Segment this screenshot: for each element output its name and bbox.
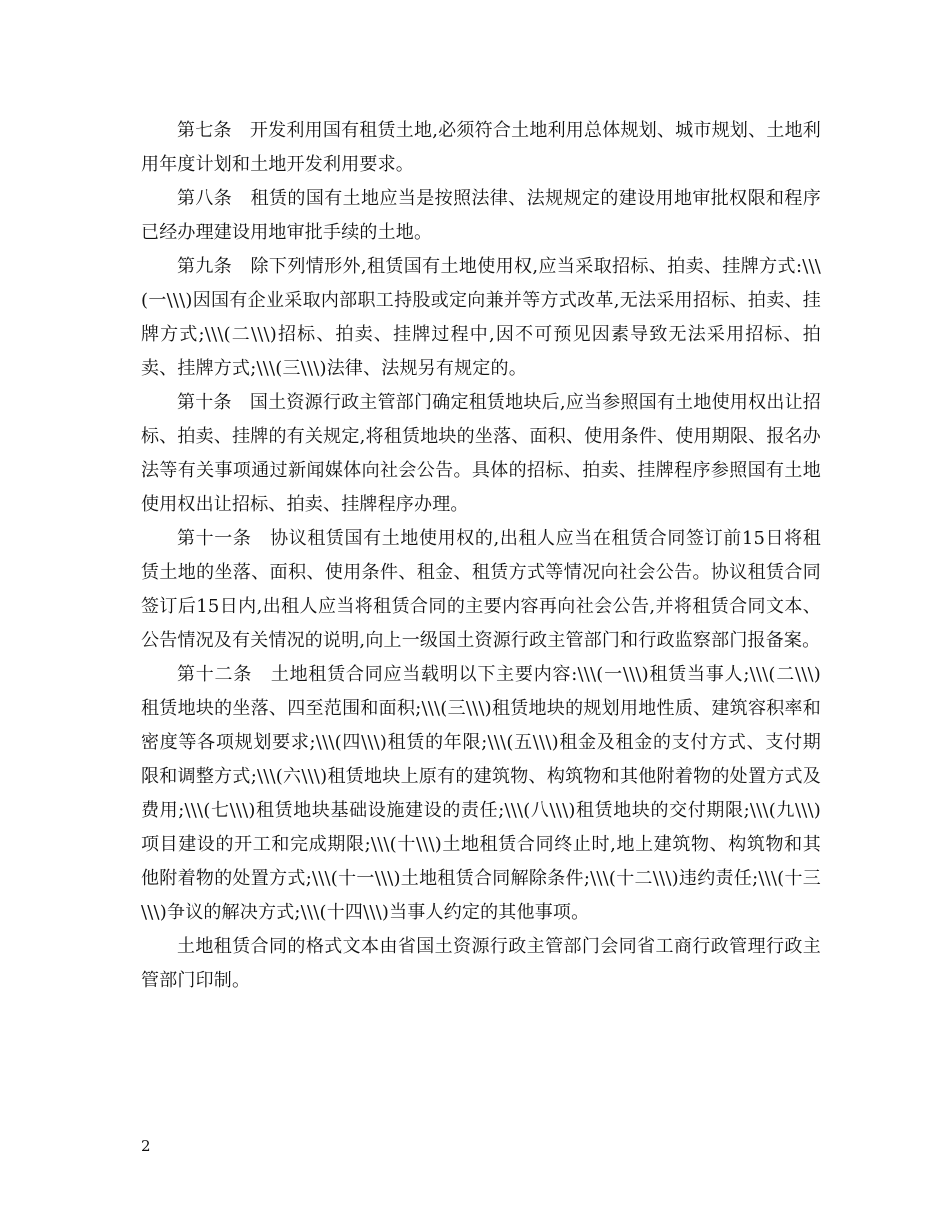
article-7-paragraph: 第七条 开发利用国有租赁土地,必须符合土地利用总体规划、城市规划、土地利用年度计划和土地开发利用要求。 xyxy=(141,120,821,175)
contract-template-paragraph: 土地租赁合同的格式文本由省国土资源行政主管部门会同省工商行政管理行政主管部门印制。 xyxy=(141,936,821,991)
article-10-paragraph: 第十条 国土资源行政主管部门确定租赁地块后,应当参照国有土地使用权出让招标、拍卖、挂牌的有关规定,将租赁地块的坐落、面积、使用条件、使用期限、报名办法等有关事项通过新闻媒体向社会公告。具体的招标、拍卖、挂牌程序参照国有土地使用权出让招标、拍卖、挂牌程序办理。 xyxy=(141,392,821,515)
article-8-paragraph: 第八条 租赁的国有土地应当是按照法律、法规规定的建设用地审批权限和程序已经办理建设用地审批手续的土地。 xyxy=(141,188,821,243)
article-12-paragraph: 第十二条 土地租赁合同应当载明以下主要内容:\\\(一\\\)租赁当事人;\\\(二\\\)租赁地块的坐落、四至范围和面积;\\\(三\\\)租赁地块的规划用地性质、建筑容积率和密度等各项规划要求;\\\(四\\\)租赁的年限;\\\(五\\\)租金及租金的支付方式、支付期限和调整方式;\\\(六\\\)租赁地块上原有的建筑物、构筑物和其他附着物的处置方式及费用;\\\(七\\\)租赁地块基础设施建设的责任;\\\(八\\\)租赁地块的交付期限;\\\(九\\\)项目建设的开工和完成期限;\\\(十\\\)土地租赁合同终止时,地上建筑物、构筑物和其他附着物的处置方式;\\\(十一\\\)土地租赁合同解除条件;\\\(十二\\\)违约责任;\\\(十三\\\)争议的解决方式;\\\(十四\\\)当事人约定的其他事项。 xyxy=(141,664,821,923)
article-9-paragraph: 第九条 除下列情形外,租赁国有土地使用权,应当采取招标、拍卖、挂牌方式:\\\(一\\\)因国有企业采取内部职工持股或定向兼并等方式改革,无法采用招标、拍卖、挂牌方式;\\\(二\\\)招标、拍卖、挂牌过程中,因不可预见因素导致无法采用招标、拍卖、挂牌方式;\\\(三\\\)法律、法规另有规定的。 xyxy=(141,256,821,379)
article-11-paragraph: 第十一条 协议租赁国有土地使用权的,出租人应当在租赁合同签订前15日将租赁土地的坐落、面积、使用条件、租金、租赁方式等情况向社会公告。协议租赁合同签订后15日内,出租人应当将租赁合同的主要内容再向社会公告,并将租赁合同文本、公告情况及有关情况的说明,向上一级国土资源行政主管部门和行政监察部门报备案。 xyxy=(141,528,821,651)
document-body xyxy=(141,114,821,998)
page-number: 2 xyxy=(141,1137,151,1155)
